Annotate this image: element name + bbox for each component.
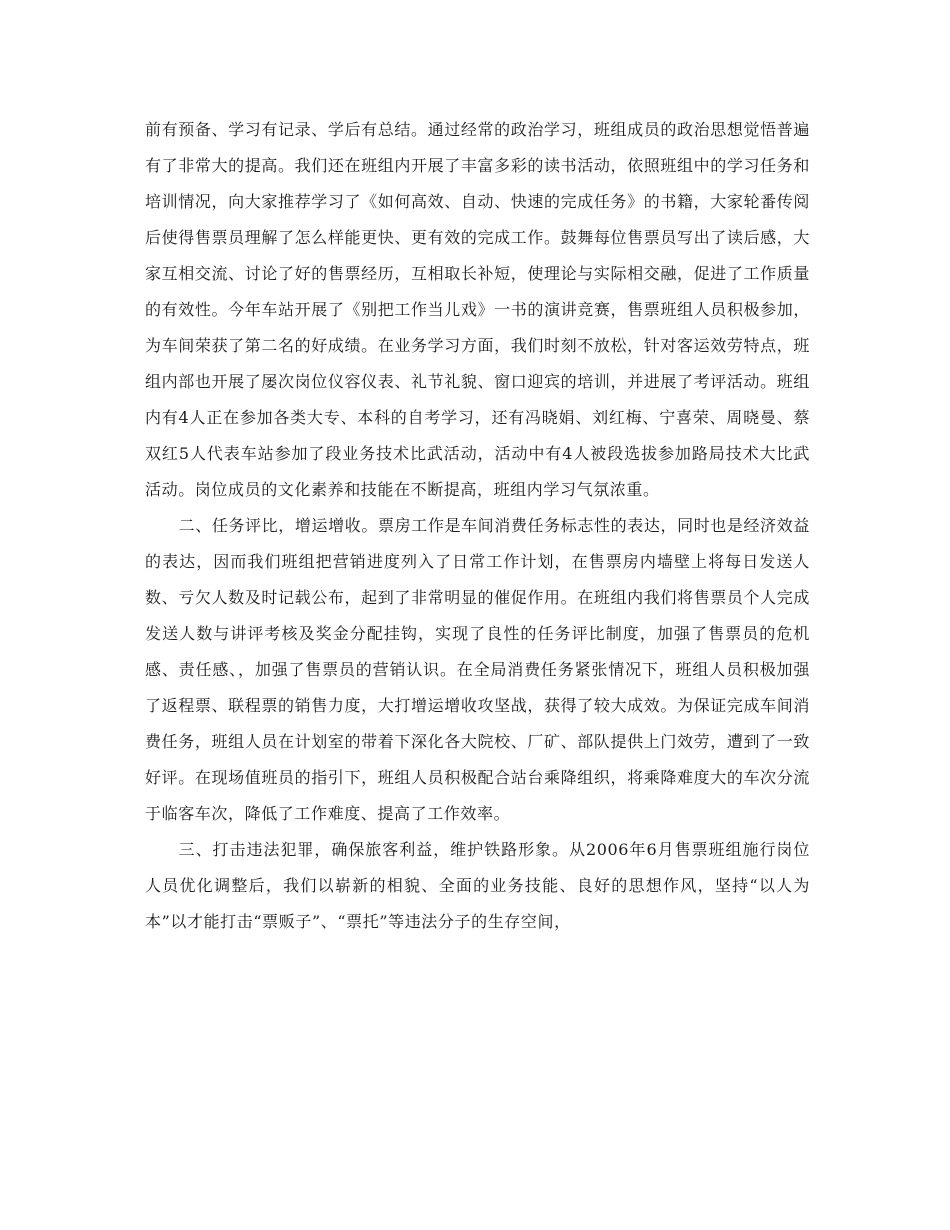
document-body (145, 112, 810, 940)
paragraph-1: 前有预备、学习有记录、学后有总结。通过经常的政治学习，班组成员的政治思想觉悟普遍有了非常大的提高。我们还在班组内开展了丰富多彩的读书活动，依照班组中的学习任务和培训情况，向大家推荐学习了《如何高效、自动、快速的完成任务》的书籍，大家轮番传阅后使得售票员理解了怎么样能更快、更有效的完成工作。鼓舞每位售票员写出了读后感，大家互相交流、讨论了好的售票经历，互相取长补短，使理论与实际相交融，促进了工作质量的有效性。今年车站开展了《别把工作当儿戏》一书的演讲竞赛，售票班组人员积极参加，为车间荣获了第二名的好成绩。在业务学习方面，我们时刻不放松，针对客运效劳特点，班组内部也开展了屡次岗位仪容仪表、礼节礼貌、窗口迎宾的培训，并进展了考评活动。班组内有4人正在参加各类大专、本科的自考学习，还有冯晓娟、刘红梅、宁喜荣、周晓曼、蔡双红5人代表车站参加了段业务技术比武活动，活动中有4人被段选拔参加路局技术大比武活动。岗位成员的文化素养和技能在不断提高，班组内学习气氛浓重。 (145, 120, 810, 499)
paragraph-3-crime-crackdown: 三、打击违法犯罪，确保旅客利益，维护铁路形象。从2006年6月售票班组施行岗位人员优化调整后，我们以崭新的相貌、全面的业务技能、良好的思想作风，坚持“以人为本”以才能打击“票贩子”、“票托”等违法分子的生存空间， (145, 840, 810, 931)
paragraph-2-task-evaluation: 二、任务评比，增运增收。票房工作是车间消费任务标志性的表达，同时也是经济效益的表达，因而我们班组把营销进度列入了日常工作计划，在售票房内墙壁上将每日发送人数、亏欠人数及时记载公布，起到了非常明显的催促作用。在班组内我们将售票员个人完成发送人数与讲评考核及奖金分配挂钩，实现了良性的任务评比制度，加强了售票员的危机感、责任感、，加强了售票员的营销认识。在全局消费任务紧张情况下，班组人员积极加强了返程票、联程票的销售力度，大打增运增收攻坚战，获得了较大成效。为保证完成车间消费任务，班组人员在计划室的带着下深化各大院校、厂矿、部队提供上门效劳，遭到了一致好评。在现场值班员的指引下，班组人员积极配合站台乘降组织，将乘降难度大的车次分流于临客车次，降低了工作难度、提高了工作效率。 (145, 516, 810, 823)
